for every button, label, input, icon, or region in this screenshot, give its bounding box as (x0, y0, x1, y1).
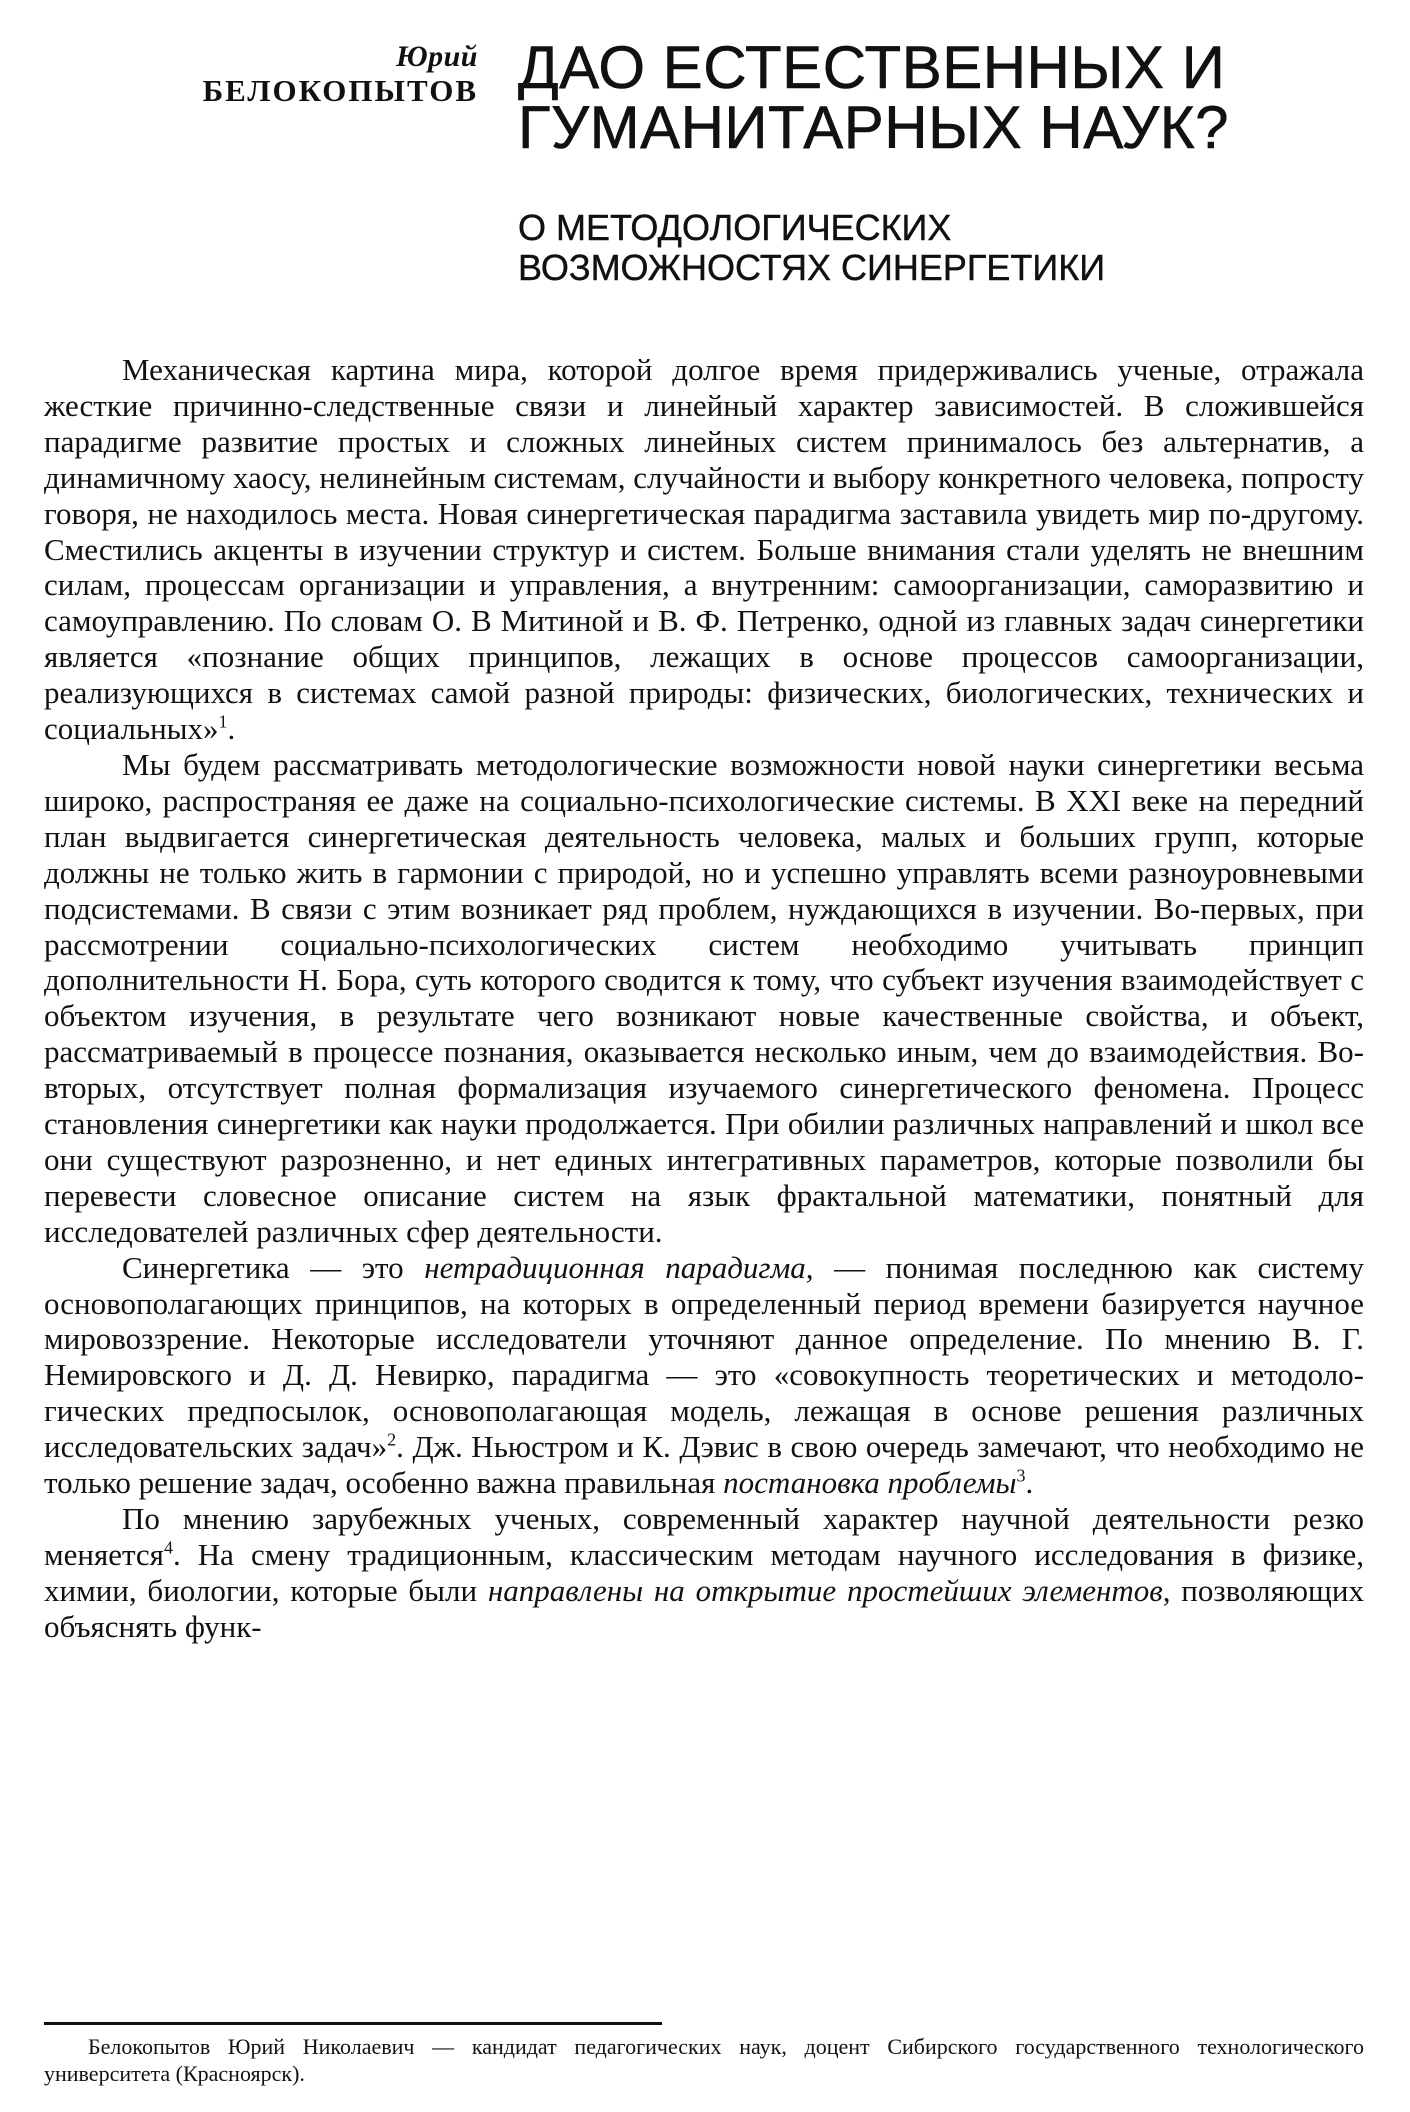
paragraph-text: . (1025, 1465, 1034, 1501)
footnote-marker: 4 (163, 1537, 173, 1558)
emphasized-text: постановка проблемы (723, 1465, 1017, 1501)
article-subtitle-line-2: ВОЗМОЖНОСТЯХ СИНЕРГЕТИКИ (518, 247, 1106, 289)
emphasized-text: нетрадиционная парадигма, (424, 1249, 814, 1285)
paragraph-text: . На смену традиционным, классическим методам научного исследования в физике, химии, биологии, которые были (44, 1536, 1364, 1608)
paragraph-text: , позволяющих объяснять функ- (44, 1572, 1365, 1644)
article-subtitle (518, 208, 1378, 289)
author-byline (150, 42, 478, 106)
footnote-marker: 3 (1016, 1465, 1026, 1486)
paragraph-text: Механическая картина мира, которой долгое время придерживались ученые, отражала жесткие причинно-следственные связи и линейный характер зависимостей. В сложившейся парадигме развитие простых и сложных линейных систем принималось без альтернатив, а динамичному хаосу, нелинейным системам, случайности и выбору конкретного человека, попросту говоря, не находилось места. Новая синергетическая парадигма заставила увидеть мир по-другому. Сместились акценты в изучении структур и систем. Больше внимания стали уделять не внешним силам, процессам организации и управления, а внутренним: самоорганизации, саморазвитию и самоуправлению. По словам О. В Митиной и В. Ф. Петренко, одной из главных задач синергетики является «познание общих принципов, лежащих в основе процессов самоорганизации, реализующихся в системах самой разной природы: физических, биологических, технических и социальных» (44, 352, 1364, 747)
author-footnote: Белокопытов Юрий Николаевич — кандидат педагогических наук, доцент Сибирского государственного технологического университета (Красноярск). (44, 2034, 1364, 2086)
paragraph-text: По мнению зарубежных ученых, современный характер научной деятельности резко меняется (44, 1501, 1364, 1572)
paragraph-text: Мы будем рассматривать методологические возможности новой науки синергетики весьма широко, распространяя ее даже на социально-психологические системы. В XXI веке на передний план выдвигается синергетическая деятельность человека, малых и больших групп, которые должны не только жить в гармонии с природой, но и успешно управлять всеми разноуровневыми подсистемами. В связи с этим возникает ряд проблем, нуждающихся в изучении. Во-первых, при рассмотрении социально-психологических систем необходимо учитывать принцип дополнительности Н. Бора, суть которого сводится к тому, что субъект изучения взаимодействует с объектом изучения, в результате чего возникают новые качественные свойства, и объект, рассматриваемый в процессе познания, оказывается несколько иным, чем до взаимодействия. Во-вторых, отсутствует полная формализация изучаемого синергетического феномена. Процесс становления синергетики как науки продолжается. При обилии различных направлений и школ все они существуют разрозненно, и нет единых интегративных параметров, которые позволили бы перевести словесное описание систем на язык фрактальной математики, понятный для исследователей различных сфер деятельности. (44, 746, 1364, 1249)
paragraph-text: . (227, 711, 236, 747)
body-paragraph (44, 1501, 1364, 1645)
author-first-name: Юрий (395, 40, 478, 73)
footnote-marker: 2 (387, 1429, 397, 1450)
article-title-line-2: ГУМАНИТАРНЫХ НАУК? (518, 94, 1230, 161)
article-title-line-1: ДАО ЕСТЕСТВЕННЫХ И (518, 34, 1226, 101)
body-paragraph (44, 352, 1364, 747)
footnote-marker: 1 (218, 711, 228, 732)
article-subtitle-line-1: О МЕТОДОЛОГИЧЕСКИХ (518, 207, 952, 248)
emphasized-text: направлены на открытие простейших элементов (487, 1572, 1163, 1608)
footnote-divider (44, 2022, 662, 2025)
body-paragraph (44, 1250, 1364, 1501)
body-paragraph (44, 747, 1364, 1250)
paragraph-text: — понимая последнюю как систему основополагающих принципов, на которых в определенный период времени базируется научное мировоззрение. Некоторые исследователи уточняют данное определение. По мнению В. Г. Немировского и Д. Д. Невирко, парадигма — это «совокупность теоретических и методологических предпосылок, основополагающая модель, лежащая в основе решения различных исследовательских задач» (44, 1249, 1364, 1465)
paragraph-text: . Дж. Ньюстром и К. Дэвис в свою очередь замечают, что необходимо не только решение задач, особенно важна правильная (44, 1429, 1364, 1501)
author-last-name: БЕЛОКОПЫТОВ (202, 72, 478, 108)
paragraph-text: Синергетика — это (122, 1249, 425, 1285)
article-title (518, 34, 1378, 161)
article-body (44, 352, 1364, 1645)
